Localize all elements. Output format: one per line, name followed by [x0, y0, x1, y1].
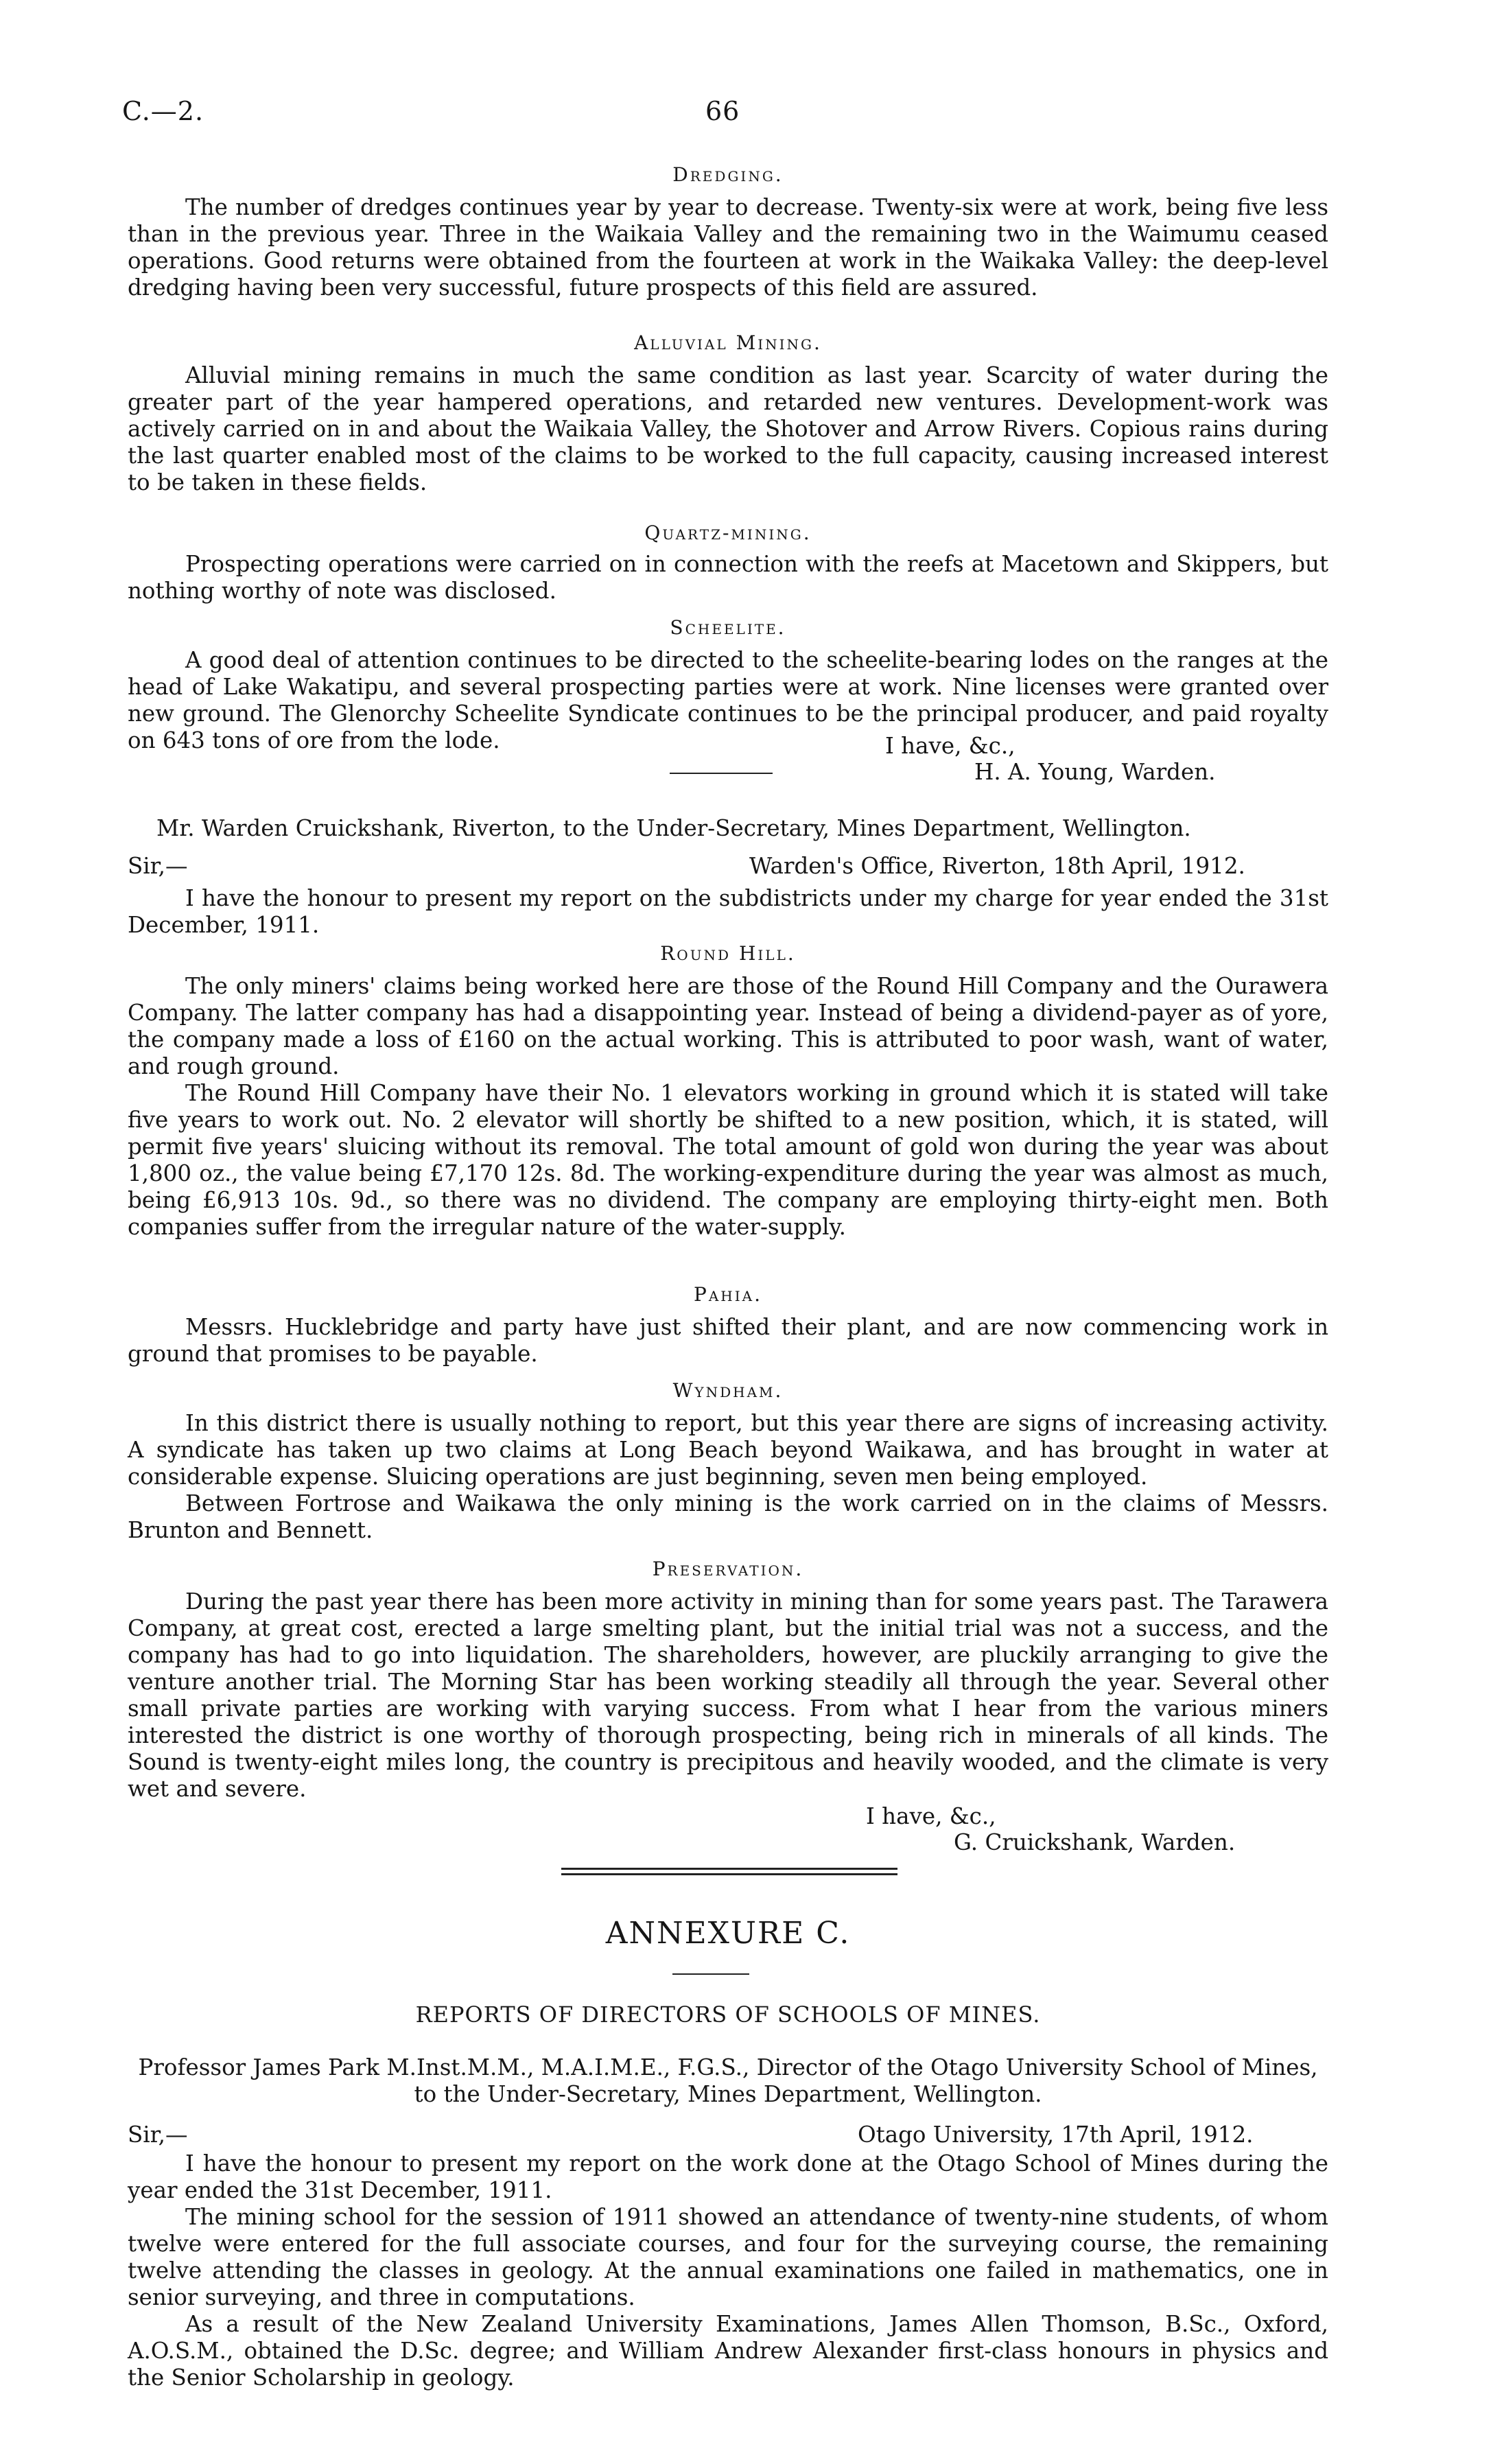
closing-young: I have, &c.,: [885, 733, 1015, 759]
quartz-section: [128, 521, 1328, 605]
cruickshank-intro-block: [128, 885, 1328, 939]
park-report-body: [128, 2150, 1328, 2391]
double-rule-top: [561, 1868, 897, 1870]
scheelite-section: [128, 616, 1328, 754]
alluvial-section: [128, 331, 1328, 496]
section-title-wyndham: Wyndham.: [672, 1379, 784, 1402]
cruickshank-heading-block: [128, 815, 1328, 842]
pahia-paragraph: Messrs. Hucklebridge and party have just shifted their plant, and are now commencing work in ground that promises to be payable.: [128, 1314, 1328, 1367]
office-cruickshank: Warden's Office, Riverton, 18th April, 1912.: [749, 853, 1245, 879]
salutation-cruickshank: Sir,—: [128, 853, 188, 879]
salutation-park: Sir,—: [128, 2122, 188, 2148]
section-title-pahia: Pahia.: [694, 1283, 762, 1306]
park-heading: Professor James Park M.Inst.M.M., M.A.I.M.E., F.G.S., Director of the Otago University School of Mines, to the Under-Secretary, Mines Department, Wellington.: [138, 2054, 1318, 2107]
annexure-title: ANNEXURE C.: [605, 1916, 851, 1951]
scheelite-paragraph: A good deal of attention continues to be directed to the scheelite-bearing lodes on the ranges at the head of Lake Wakatipu, and several prospecting parties were at work. Nine licenses were granted over new ground. The Glenorchy Scheelite Syndicate continues to be the principal producer, and paid royalty on 643 tons of ore from the lode.: [128, 647, 1328, 753]
round-hill-paragraph-1: The only miners' claims being worked here are those of the Round Hill Company and the Ourawera Company. The latter company has had a disappointing year. Instead of being a dividend-payer as of yore, the company made a loss of £160 on the actual working. This is attributed to poor wash, want of water, and rough ground.: [128, 973, 1328, 1079]
closing-cruickshank: I have, &c.,: [866, 1803, 996, 1829]
park-paragraph-1: I have the honour to present my report on the work done at the Otago School of Mines during the year ended the 31st December, 1911.: [128, 2150, 1328, 2203]
dredging-paragraph: The number of dredges continues year by year to decrease. Twenty-six were at work, being five less than in the previous year. Three in the Waikaia Valley and the remaining two in the Waimumu ceased operations. Good returns were obtained from the fourteen at work in the Waikaka Valley: the deep-level dredging having been very successful, future prospects of this field are assured.: [128, 194, 1328, 301]
annexure-rule: [672, 1973, 749, 1975]
round-hill-paragraph-2: The Round Hill Company have their No. 1 elevators working in ground which it is stated will take five years to work out. No. 2 elevator will shortly be shifted to a new position, which, it is stated, will permit five years' sluicing without its removal. The total amount of gold won during the year was about 1,800 oz., the value being £7,170 12s. 8d. The working-expenditure during the year was almost as much, being £6,913 10s. 9d., so there was no dividend. The company are employing thirty-eight men. Both companies suffer from the irregular nature of the water-supply.: [128, 1080, 1328, 1240]
park-heading-block: [128, 2054, 1328, 2108]
wyndham-paragraph-2: Between Fortrose and Waikawa the only mining is the work carried on in the claims of Messrs. Brunton and Bennett.: [128, 1490, 1328, 1543]
preservation-section: [128, 1558, 1328, 1803]
park-paragraph-3: As a result of the New Zealand University Examinations, James Allen Thomson, B.Sc., Oxford, A.O.S.M., obtained the D.Sc. degree; and William Andrew Alexander first-class honours in physics and the Senior Scholarship in geology.: [128, 2311, 1328, 2391]
annexure-subtitle: REPORTS OF DIRECTORS OF SCHOOLS OF MINES.: [415, 2002, 1041, 2028]
double-rule-bottom: [561, 1873, 897, 1875]
pahia-section: [128, 1283, 1328, 1368]
quartz-paragraph: Prospecting operations were carried on in connection with the reefs at Macetown and Skippers, but nothing worthy of note was disclosed.: [128, 551, 1328, 604]
annexure-title-block: [128, 1916, 1328, 1951]
section-title-alluvial: Alluvial Mining.: [634, 331, 822, 354]
wyndham-section: [128, 1379, 1328, 1544]
report-code: C.—2.: [122, 96, 204, 126]
section-title-preservation: Preservation.: [652, 1558, 804, 1580]
office-park: Otago University, 17th April, 1912.: [858, 2122, 1254, 2148]
cruickshank-intro: I have the honour to present my report on the subdistricts under my charge for year ended the 31st December, 1911.: [128, 885, 1328, 938]
park-paragraph-2: The mining school for the session of 1911 showed an attendance of twenty-nine students, of whom twelve were entered for the full associate courses, and four for the surveying course, the remaining twelve attending the classes in geology. At the annual examinations one failed in mathematics, one in senior surveying, and three in computations.: [128, 2204, 1328, 2310]
signature-cruickshank: G. Cruickshank, Warden.: [954, 1829, 1236, 1855]
cruickshank-heading: Mr. Warden Cruickshank, Riverton, to the Under-Secretary, Mines Department, Wellington.: [156, 815, 1191, 841]
dredging-section: [128, 163, 1328, 301]
alluvial-paragraph: Alluvial mining remains in much the same condition as last year. Scarcity of water during the greater part of the year hampered operations, and retarded new ventures. Development-work was actively carried on in and about the Waikaia Valley, the Shotover and Arrow Rivers. Copious rains during the last quarter enabled most of the claims to be worked to the full capacity, causing increased interest to be taken in these fields.: [128, 362, 1328, 495]
section-title-quartz: Quartz-mining.: [644, 521, 812, 544]
page-number: 66: [705, 96, 740, 126]
annexure-subtitle-block: [128, 2002, 1328, 2028]
wyndham-paragraph-1: In this district there is usually nothing to report, but this year there are signs of increasing activity. A syndicate has taken up two claims at Long Beach beyond Waikawa, and has brought in water at considerable expense. Sluicing operations are just beginning, seven men being employed.: [128, 1410, 1328, 1490]
signature-young: H. A. Young, Warden.: [974, 759, 1216, 785]
section-divider: [670, 773, 773, 774]
section-title-round-hill: Round Hill.: [660, 942, 796, 965]
preservation-paragraph: During the past year there has been more activity in mining than for some years past. The Tarawera Company, at great cost, erected a large smelting plant, but the initial trial was not a success, and the company has had to go into liquidation. The shareholders, however, are pluckily arranging to give the venture another trial. The Morning Star has been working steadily all through the year. Several other small private parties are working with varying success. From what I hear from the various miners interested the district is one worthy of thorough prospecting, being rich in minerals of all kinds. The Sound is twenty-eight miles long, the country is precipitous and heavily wooded, and the climate is very wet and severe.: [128, 1588, 1328, 1802]
section-title-scheelite: Scheelite.: [670, 616, 786, 639]
round-hill-section: [128, 942, 1328, 1241]
section-title-dredging: Dredging.: [672, 163, 784, 186]
